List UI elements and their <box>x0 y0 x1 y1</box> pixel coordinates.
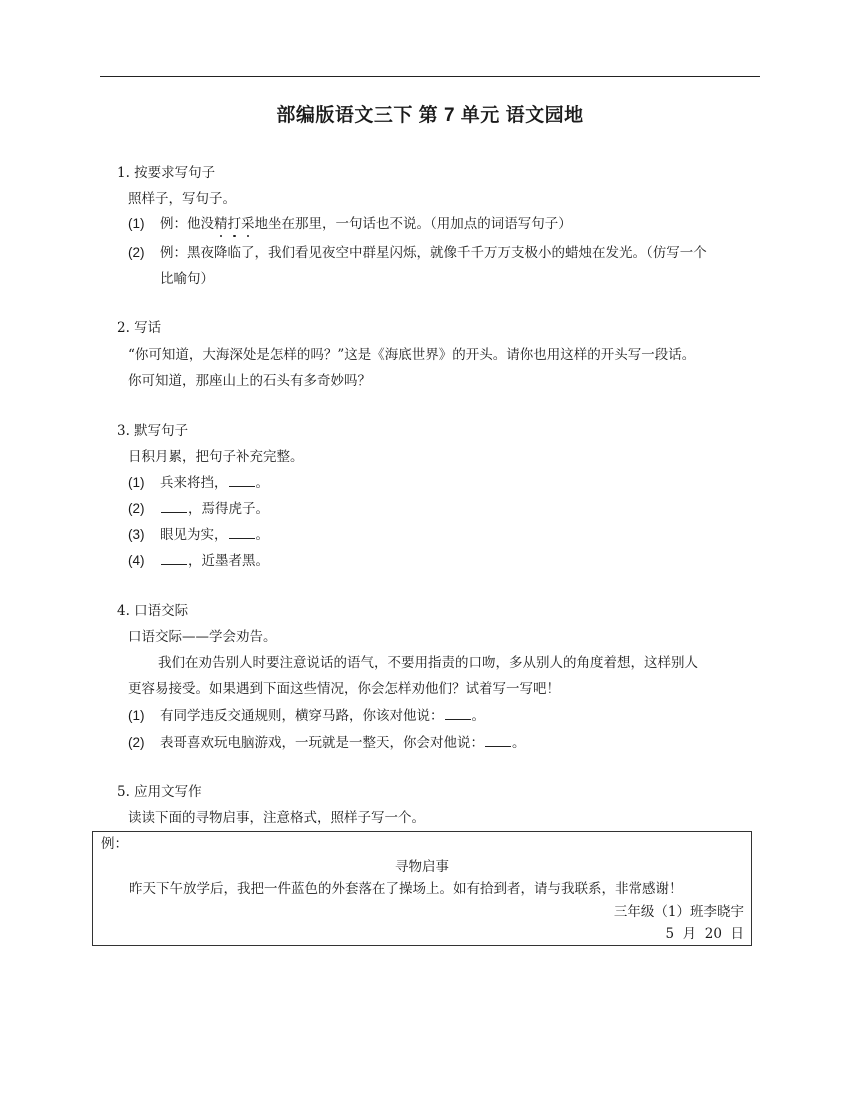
q3-heading: 3. 默写句子 <box>117 423 189 439</box>
q3-item2 <box>160 500 269 518</box>
q3-item4-post: ，近墨者黑。 <box>188 553 269 569</box>
q4-item2-post: 。 <box>512 735 526 751</box>
q4-item2-pre: 表哥喜欢玩电脑游戏，一玩就是一整天，你会对他说： <box>160 735 484 751</box>
q1-item2-line2: 比喻句） <box>160 271 214 287</box>
q4-item1-post: 。 <box>471 708 485 724</box>
q4-item2 <box>160 734 526 752</box>
q3-instruction: 日积月累，把句子补充完整。 <box>128 449 304 465</box>
q1-heading: 1. 按要求写句子 <box>117 165 216 181</box>
dotted-char: 精 <box>214 216 228 232</box>
q4-para-line1: 我们在劝告别人时要注意说话的语气，不要用指责的口吻，多从别人的角度着想，这样别人 <box>158 655 698 671</box>
example-notice-box <box>92 831 752 946</box>
notice-signature: 三年级（1）班李晓宇 <box>613 904 744 920</box>
q1-item2-line1: 例：黑夜降临了，我们看见夜空中群星闪烁，就像千千万万支极小的蜡烛在发光。（仿写一个 <box>160 245 707 261</box>
q3-item3-post: 。 <box>255 527 269 543</box>
example-label: 例： <box>101 836 128 852</box>
q5-instruction: 读读下面的寻物启事，注意格式，照样子写一个。 <box>128 810 425 826</box>
q3-item3-pre: 眼见为实， <box>160 527 228 543</box>
dotted-char: 打 <box>227 216 241 232</box>
notice-title: 寻物启事 <box>395 859 449 875</box>
q3-item1-post: 。 <box>255 475 269 491</box>
q4-item1-number: (1) <box>128 708 145 723</box>
q3-item1 <box>160 474 269 492</box>
q3-item1-pre: 兵来将挡， <box>160 475 228 491</box>
q4-heading: 4. 口语交际 <box>117 603 189 619</box>
answer-blank[interactable] <box>485 734 511 747</box>
notice-body: 昨天下午放学后，我把一件蓝色的外套落在了操场上。如有拾到者，请与我联系，非常感谢！ <box>129 881 683 897</box>
q3-item4-number: (4) <box>128 553 145 568</box>
q1-item1-text-pre: 例：他没 <box>160 216 214 232</box>
q5-heading: 5. 应用文写作 <box>117 784 202 800</box>
q4-item1 <box>160 707 485 725</box>
q2-line2: 你可知道，那座山上的石头有多奇妙吗？ <box>128 373 371 389</box>
q1-item2-number: (2) <box>128 245 145 260</box>
header-rule <box>100 76 760 77</box>
q1-instruction: 照样子，写句子。 <box>128 191 236 207</box>
q2-heading: 2. 写话 <box>117 320 162 336</box>
q4-item2-number: (2) <box>128 735 145 750</box>
answer-blank[interactable] <box>445 707 471 720</box>
dotted-char: 采 <box>241 216 255 232</box>
q3-item2-number: (2) <box>128 501 145 516</box>
q1-item1-text <box>160 215 572 233</box>
q1-item1-number: (1) <box>128 216 145 231</box>
q4-para-line2: 更容易接受。如果遇到下面这些情况，你会怎样劝他们？试着写一写吧！ <box>128 681 560 697</box>
q3-item2-post: ，焉得虎子。 <box>188 501 269 517</box>
answer-blank[interactable] <box>161 500 187 513</box>
q3-item1-number: (1) <box>128 475 145 490</box>
q4-subtitle: 口语交际——学会劝告。 <box>128 629 277 645</box>
answer-blank[interactable] <box>161 552 187 565</box>
q3-item4 <box>160 552 269 570</box>
q4-item1-pre: 有同学违反交通规则，横穿马路，你该对他说： <box>160 708 444 724</box>
answer-blank[interactable] <box>229 526 255 539</box>
notice-date: 5 月 20 日 <box>665 926 744 942</box>
q3-item3-number: (3) <box>128 527 145 542</box>
q3-item3 <box>160 526 269 544</box>
q1-item1-text-post: 地坐在那里，一句话也不说。（用加点的词语写句子） <box>254 216 572 232</box>
answer-blank[interactable] <box>229 474 255 487</box>
page-title: 部编版语文三下 第 7 单元 语文园地 <box>276 105 584 126</box>
q2-line1: “你可知道，大海深处是怎样的吗？”这是《海底世界》的开头。请你也用这样的开头写一段话。 <box>128 347 696 363</box>
